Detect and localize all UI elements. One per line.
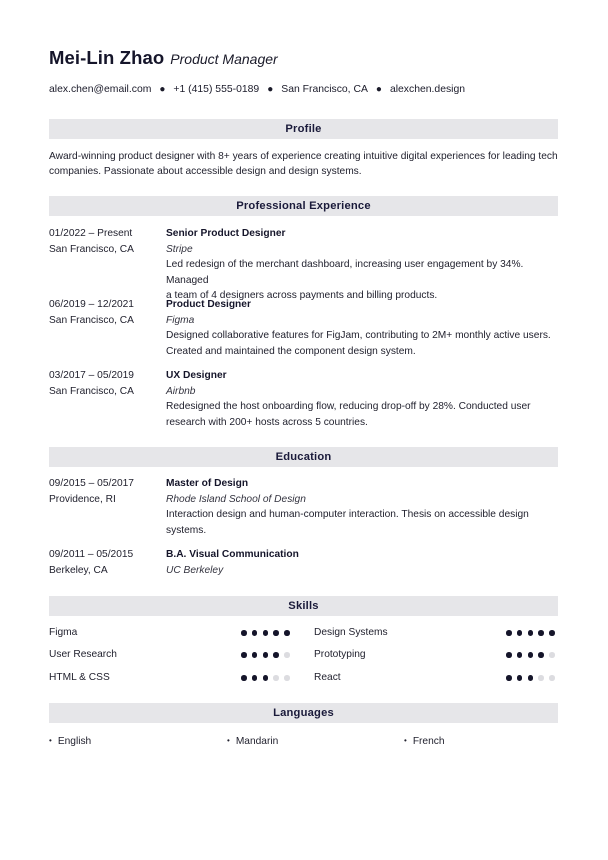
rating-dot-filled <box>506 675 512 681</box>
rating-dot-filled <box>284 630 290 636</box>
language-name: French <box>412 736 445 747</box>
entry-organization: Airbnb <box>166 385 196 397</box>
entry-location: Berkeley, CA <box>49 564 108 576</box>
skill-name: User Research <box>49 649 117 660</box>
entry-description: Interaction design and human-computer interaction. Thesis on accessible design <box>166 509 529 520</box>
entry-description: Designed collaborative features for FigJam, contributing to 2M+ monthly active users. <box>166 330 551 341</box>
language-name: English <box>57 736 92 747</box>
entry-description: Created and maintained the component design system. <box>166 345 416 357</box>
contact-website[interactable]: alexchen.design <box>389 84 466 95</box>
entry-description: research with 200+ hosts across 5 countries. <box>166 416 368 428</box>
entry-degree: B.A. Visual Communication <box>166 549 299 560</box>
entry-organization: Stripe <box>166 243 193 255</box>
entry-degree: Master of Design <box>166 478 249 489</box>
separator-dot: ● <box>375 84 382 95</box>
separator-dot: ● <box>267 84 274 95</box>
language-name: Mandarin <box>235 736 279 747</box>
profile-summary <box>49 149 558 179</box>
rating-dot-filled <box>252 675 258 681</box>
entry-school: Rhode Island School of Design <box>166 493 306 505</box>
rating-dot-filled <box>241 630 247 636</box>
section-header-skills: Skills <box>49 596 558 616</box>
bullet-icon: • <box>404 736 407 745</box>
resume-header <box>49 47 558 71</box>
language-item <box>227 735 278 748</box>
separator-dot: ● <box>159 84 166 95</box>
entry-location: San Francisco, CA <box>49 314 134 326</box>
skill-rating <box>506 627 560 639</box>
rating-dot-filled <box>241 675 247 681</box>
rating-dot-filled <box>263 675 269 681</box>
bullet-icon: • <box>227 736 230 745</box>
entry-role: Product Designer <box>166 299 251 310</box>
rating-dot-filled <box>263 630 269 636</box>
contact-phone[interactable]: +1 (415) 555-0189 <box>173 84 260 95</box>
skill-name: React <box>314 672 341 683</box>
rating-dot-filled <box>528 630 534 636</box>
rating-dot-filled <box>517 652 523 658</box>
candidate-title: Product Manager <box>170 51 278 67</box>
skill-name: HTML & CSS <box>49 672 110 683</box>
entry-location: San Francisco, CA <box>49 385 134 397</box>
rating-dot-filled <box>273 652 279 658</box>
entry-school: UC Berkeley <box>166 564 224 576</box>
contact-line <box>49 84 465 95</box>
section-header-education: Education <box>49 447 558 467</box>
entry-description: Redesigned the host onboarding flow, reducing drop-off by 28%. Conducted user <box>166 401 531 412</box>
entry-role: UX Designer <box>166 370 227 381</box>
rating-dot-filled <box>517 630 523 636</box>
skill-rating <box>506 649 560 661</box>
skill-rating <box>241 672 295 684</box>
rating-dot-empty <box>549 652 555 658</box>
entry-organization: Figma <box>166 314 195 326</box>
rating-dot-filled <box>273 630 279 636</box>
skill-name: Figma <box>49 627 78 638</box>
section-header-profile: Profile <box>49 119 558 139</box>
entry-description: systems. <box>166 524 207 536</box>
profile-line: Award-winning product designer with 8+ years of experience creating intuitive digital experiences for leading tech <box>49 151 558 162</box>
entry-description: Led redesign of the merchant dashboard, increasing user engagement by 34%. Managed <box>166 259 524 286</box>
rating-dot-filled <box>538 652 544 658</box>
contact-email[interactable]: alex.chen@email.com <box>49 84 152 95</box>
language-item <box>404 735 445 748</box>
bullet-icon: • <box>49 736 52 745</box>
skill-name: Design Systems <box>314 627 388 638</box>
entry-dates: 09/2015 – 05/2017 <box>49 478 134 489</box>
rating-dot-filled <box>528 652 534 658</box>
rating-dot-filled <box>528 675 534 681</box>
rating-dot-filled <box>506 630 512 636</box>
entry-dates: 09/2011 – 05/2015 <box>49 549 134 560</box>
section-header-languages: Languages <box>49 703 558 723</box>
entry-dates: 06/2019 – 12/2021 <box>49 299 134 310</box>
rating-dot-filled <box>241 652 247 658</box>
entry-location: San Francisco, CA <box>49 243 134 255</box>
rating-dot-empty <box>284 675 290 681</box>
entry-dates: 03/2017 – 05/2019 <box>49 370 134 381</box>
rating-dot-empty <box>284 652 290 658</box>
skill-rating <box>241 649 295 661</box>
entry-description: a team of 4 designers across payments and billing products. <box>166 290 438 301</box>
rating-dot-empty <box>549 675 555 681</box>
rating-dot-filled <box>252 630 258 636</box>
skill-rating <box>506 672 560 684</box>
skill-rating <box>241 627 295 639</box>
entry-dates: 01/2022 – Present <box>49 228 133 239</box>
entry-location: Providence, RI <box>49 493 116 505</box>
rating-dot-filled <box>517 675 523 681</box>
rating-dot-filled <box>263 652 269 658</box>
rating-dot-filled <box>538 630 544 636</box>
rating-dot-empty <box>273 675 279 681</box>
rating-dot-filled <box>549 630 555 636</box>
rating-dot-filled <box>252 652 258 658</box>
contact-location: San Francisco, CA <box>281 84 368 95</box>
language-item <box>49 735 91 748</box>
skill-name: Prototyping <box>314 649 366 660</box>
entry-role: Senior Product Designer <box>166 228 286 239</box>
profile-line: companies. Passionate about accessible design and design systems. <box>49 166 362 177</box>
section-header-experience: Professional Experience <box>49 196 558 216</box>
rating-dot-empty <box>538 675 544 681</box>
candidate-name: Mei-Lin Zhao <box>49 47 165 68</box>
rating-dot-filled <box>506 652 512 658</box>
